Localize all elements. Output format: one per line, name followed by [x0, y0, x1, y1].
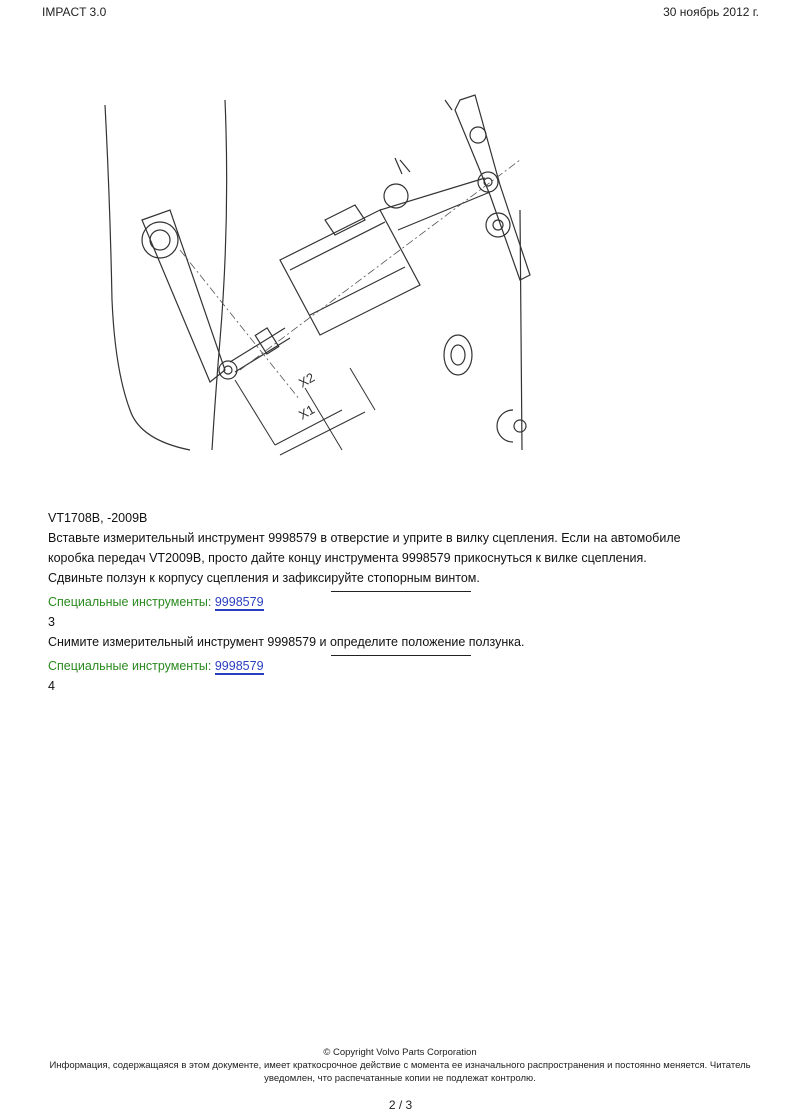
instruction-line: коробка передач VT2009B, просто дайте концу инструмента 9998579 прикоснуться к вилке сцепления. — [48, 551, 647, 565]
instruction-line: Вставьте измерительный инструмент 9998579 в отверстие и уприте в вилку сцепления. Если на автомобиле — [48, 531, 681, 545]
page-number: 2 / 3 — [388, 1098, 413, 1112]
tool-link-9998579[interactable]: 9998579 — [214, 659, 264, 673]
notice-text: уведомлен, что распечатанные копии не подлежат контролю. — [264, 1073, 536, 1084]
release-fork — [142, 210, 225, 382]
notice-text: Информация, содержащаяся в этом документе, имеет краткосрочное действие с момента ее изначального распространения и постоянно меняется. Читатель — [49, 1060, 751, 1071]
dimension-label-x1: X1 — [296, 401, 318, 423]
header-date: 30 ноябрь 2012 г. — [663, 5, 759, 19]
copyright: © Copyright Volvo Parts Corporation — [323, 1047, 477, 1058]
drawing-edge — [212, 100, 227, 450]
drawing-edge — [105, 105, 190, 450]
step-number: 4 — [48, 679, 55, 693]
lever-bracket — [455, 95, 530, 280]
footer — [40, 1046, 760, 1085]
special-tools-label: Специальные инструменты: — [48, 595, 212, 609]
header-app-name: IMPACT 3.0 — [42, 5, 107, 19]
document-body — [48, 508, 748, 696]
step-text: Снимите измерительный инструмент 9998579 и определите положение ползунка. — [48, 635, 525, 649]
technical-drawing — [80, 70, 540, 470]
instruction-line: Сдвиньте ползун к корпусу сцепления и зафиксируйте стопорным винтом. — [48, 571, 480, 585]
slave-cylinder — [280, 210, 420, 335]
dimension-label-x2: X2 — [296, 369, 318, 391]
step-number: 3 — [48, 615, 55, 629]
tool-link-9998579[interactable]: 9998579 — [214, 595, 264, 609]
special-tools — [48, 656, 748, 676]
special-tools — [48, 592, 748, 612]
model-heading: VT1708B, -2009B — [48, 511, 148, 525]
special-tools-label: Специальные инструменты: — [48, 659, 212, 673]
